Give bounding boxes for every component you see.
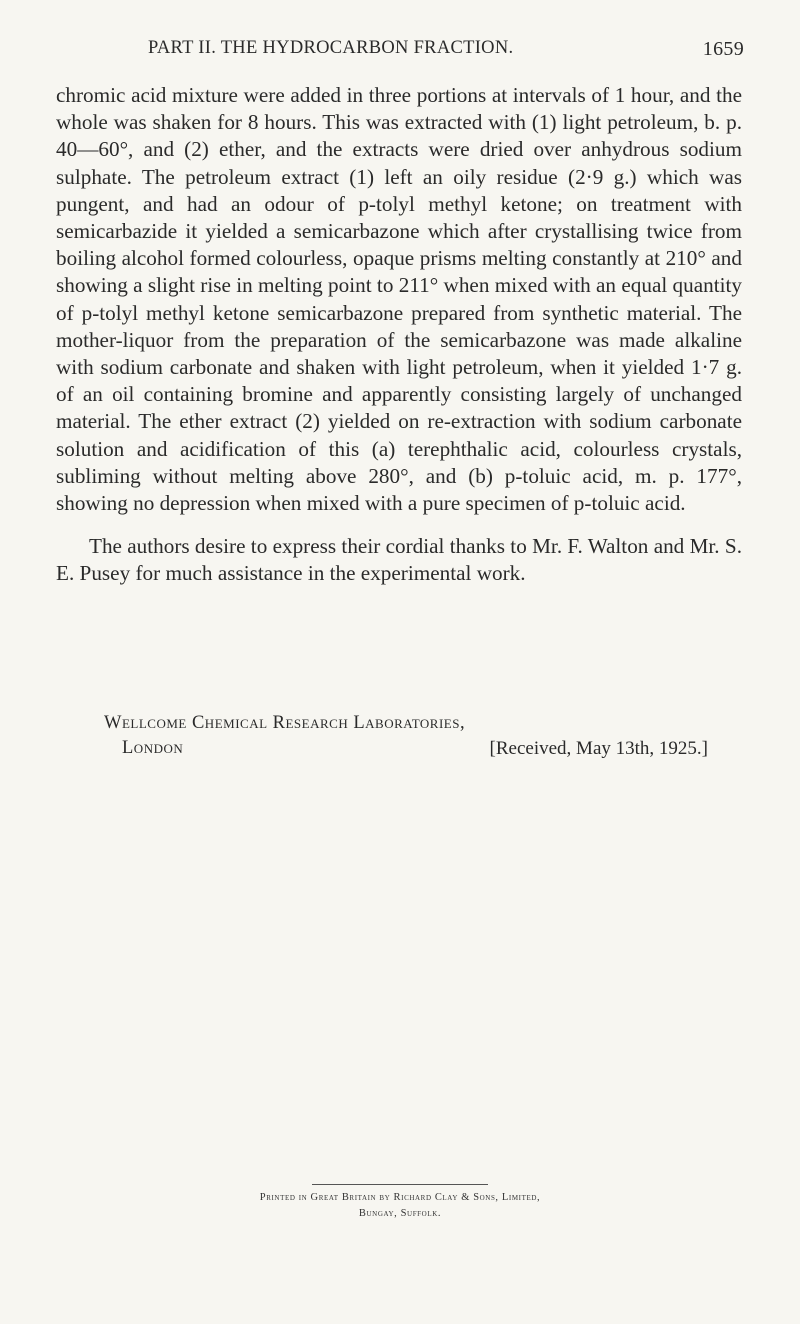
paragraph-acknowledgements: The authors desire to express their cordial thanks to Mr. F. Walton and Mr. S. E. Pusey for much assistance in the experimental work. — [56, 534, 742, 586]
institution-name: Wellcome Chemical Research Laboratories, — [104, 713, 466, 733]
imprint-rule — [312, 1184, 488, 1185]
article-body — [56, 82, 742, 588]
paragraph-experimental: chromic acid mixture were added in three portions at intervals of 1 hour, and the whole was shaken for 8 hours. This was extracted with (1) light petroleum, b. p. 40—60°, and (2) ether, and the extracts were dried over anhydrous sodium sulphate. The petroleum extract (1) left an oily residue (2·9 g.) which was pungent, and had an odour of p-tolyl methyl ketone; on treatment with semicarbazide it yielded a semicarbazone which after crystallising twice from boiling alcohol formed colourless, opaque prisms melting constantly at 210° and showing a slight rise in melting point to 211° when mixed with an equal quantity of p-tolyl methyl ketone semicarbazone prepared from synthetic material. The mother-liquor from the preparation of the semicarbazone was made alkaline with sodium carbonate and shaken with light petroleum, when it yielded 1·7 g. of an oil containing bromine and apparently consisting largely of unchanged material. The ether extract (2) yielded on re-extraction with sodium carbonate solution and acidification of this (a) terephthalic acid, colourless crystals, subliming without melting above 280°, and (b) p-toluic acid, m. p. 177°, showing no depression when mixed with a pure specimen of p-toluic acid. — [56, 83, 742, 516]
printer-line-2: Bungay, Suffolk. — [358, 1208, 442, 1219]
page-number: 1659 — [702, 38, 744, 60]
printer-line-1: Printed in Great Britain by Richard Clay & Sons, Limited, — [259, 1192, 541, 1203]
printer-imprint — [0, 1190, 800, 1222]
running-header — [0, 38, 800, 62]
institution-city: London — [122, 738, 184, 758]
signoff-block — [104, 711, 744, 761]
received-date: [Received, May 13th, 1925.] — [489, 738, 708, 759]
running-title: PART II. THE HYDROCARBON FRACTION. — [148, 38, 514, 58]
